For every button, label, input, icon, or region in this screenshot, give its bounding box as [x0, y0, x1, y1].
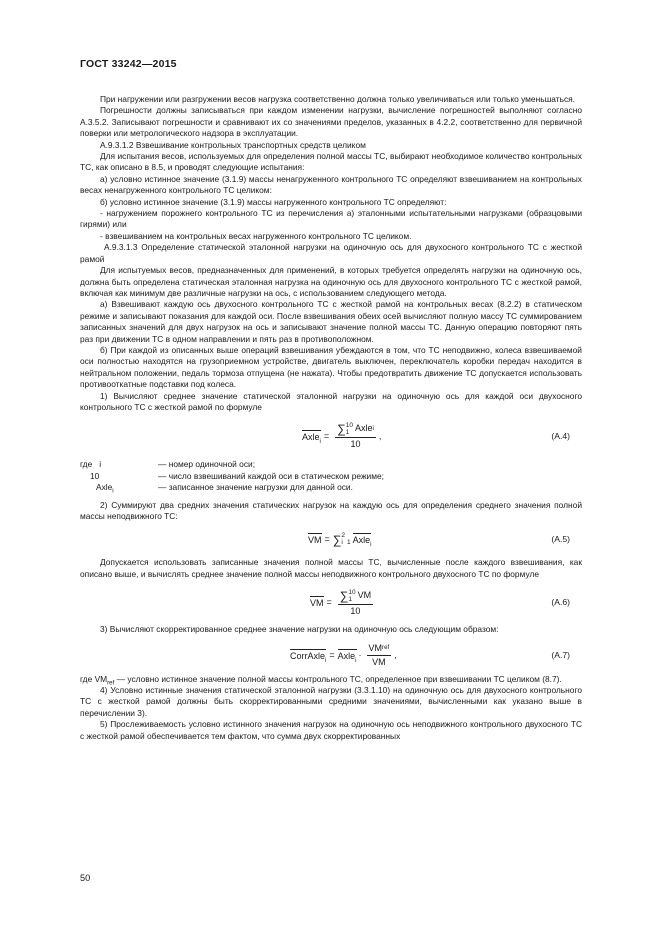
paragraph: Для испытания весов, используемых для определения полной массы ТС, выбирают необходимое количество контрольных ТС, как описано в 8.5, и проводят следующие испытания:: [80, 151, 582, 173]
list-item: - нагружением порожнего контрольного ТС из перечисления а) эталонными испытательными нагрузками (образцовыми гирями) или: [80, 208, 582, 230]
formula-number: (А.4): [551, 430, 570, 441]
sum-symbol: ∑: [337, 422, 346, 437]
legend-row: Axle$_i$ — записанное значение нагрузки для данной оси.: [96, 482, 353, 495]
sum-symbol: ∑: [332, 532, 342, 547]
formula-a4: Axle$_i$ = ∑ 10 1 Axle i 10 , (А.4): [80, 415, 582, 457]
paragraph: 5) Прослеживаемость условно истинного значения нагрузок на одиночную ось неподвижного контрольного двухосного ТС с жесткой рамой обеспечивается тем фактом, что сумма двух скорректированных: [80, 719, 582, 741]
formula-number: (А.5): [551, 533, 570, 544]
formula-lhs: Axle: [302, 431, 320, 442]
legend: [80, 459, 582, 493]
paragraph: а) Взвешивают каждую ось двухосного контрольного ТС с жесткой рамой на контрольных весах (8.2.2) в статическом режиме и записывают показания для каждой оси. После взвешивания обеих осей вычисляют полную массу ТС суммированием записанных значений для двух нагрузок на ось и записывают значение полной массы ТС. Данную операцию повторяют пять раз при движении ТС в одном направлении и пять раз в противоположном.: [80, 299, 582, 344]
formula-number: (А.7): [551, 649, 570, 660]
page-number: 50: [80, 873, 91, 883]
section-heading: А.9.3.1.3 Определение статической эталонной нагрузки на одиночную ось для двухосного контрольного ТС с жесткой рамой: [80, 242, 582, 264]
formula-a7: CorrAxle$_i$ = Axle$_i$ · VM ref VM , (А.7): [80, 638, 582, 674]
sum-symbol: ∑: [339, 589, 349, 604]
legend-row: где i — номер одиночной оси;: [80, 459, 256, 470]
list-item: - взвешиванием на контрольных весах нагруженного контрольного ТС целиком.: [100, 230, 412, 241]
formula-a6: VM = ∑ 10 1 VM 10 (А.6): [80, 582, 582, 624]
paragraph: 1) Вычисляют среднее значение статической эталонной нагрузки на одиночную ось для каждой оси двухосного контрольного ТС с жесткой рамой по формуле: [80, 390, 582, 412]
paragraph: б) условно истинное значение (3.1.9) массы нагруженного контрольного ТС определяют:: [100, 196, 447, 207]
paragraph: а) условно истинное значение (3.1.9) массы ненагруженного контрольного ТС определяют взвешиванием на контрольных весах ненагруженного контрольного ТС целиком:: [80, 173, 582, 196]
section-heading: А.9.3.1.2 Взвешивание контрольных транспортных средств целиком: [100, 139, 366, 150]
paragraph: Допускается использовать записанные значения полной массы ТС, вычисленные после каждого взвешивания, как описано выше, и вычислять среднее значение полной массы неподвижного контрольного двухосного ТС по формуле: [80, 557, 582, 579]
formula-number: (А.6): [551, 597, 570, 608]
paragraph: 4) Условно истинные значения статической эталонной нагрузки (3.3.1.10) на одиночную ось для двухосного контрольного ТС с жесткой рамой должны быть скорректированными средними значениями, вычисленными как указано выше в перечислении 3).: [80, 684, 582, 718]
paragraph: 3) Вычисляют скорректированное среднее значение нагрузки на одиночную ось следующим образом:: [100, 624, 499, 635]
formula-a5: VM = ∑ 2 i 1 Axle$_i$ (А.5): [80, 526, 582, 552]
paragraph: 2) Суммируют два средних значения статических нагрузок на каждую ось для определения среднего значения полной массы неподвижного ТС:: [80, 499, 582, 521]
legend-row: 10 — число взвешиваний каждой оси в статическом режиме;: [90, 470, 384, 481]
document-header: ГОСТ 33242—2015: [80, 58, 177, 70]
paragraph: где $VM_{ref}$ — условно истинное значение полной массы контрольного ТС, определенное при взвешивании ТС целиком (8.7).: [80, 673, 562, 687]
paragraph: б) При каждой из описанных выше операций взвешивания убеждаются в том, что ТС неподвижно, колеса взвешиваемой оси полностью находятся на грузоприемном устройстве, двигатель выключен, переключатель коробки передач находится в нейтральном положении, педаль тормоза отпущена (не нажата). Чтобы предотвратить движение ТС допускается использовать противооткатные подставки под колеса.: [80, 344, 582, 390]
paragraph: При нагружении или разгружении весов нагрузка соответственно должна только увеличиваться или только уменьшаться.: [100, 94, 576, 104]
paragraph: Для испытуемых весов, предназначенных для применений, в которых требуется определять нагрузки на одиночную ось, должна быть определена статическая эталонная нагрузка на одиночную ось для двухосного контрольного ТС с жесткой рамой, включая как минимум две различные нагрузки на ось, с использованием следующего метода.: [80, 265, 582, 298]
paragraph: Погрешности должны записываться при каждом изменении нагрузки, вычисление погрешностей выполняют согласно А.3.5.2. Записывают погрешности и сравнивают их со значениями пределов, указанных в 4.2.2, соответственно для первичной поверки или метрологического надзора в эксплуатации.: [80, 105, 582, 139]
page-body: [80, 94, 582, 742]
formula-lhs: CorrAxle: [290, 650, 326, 661]
